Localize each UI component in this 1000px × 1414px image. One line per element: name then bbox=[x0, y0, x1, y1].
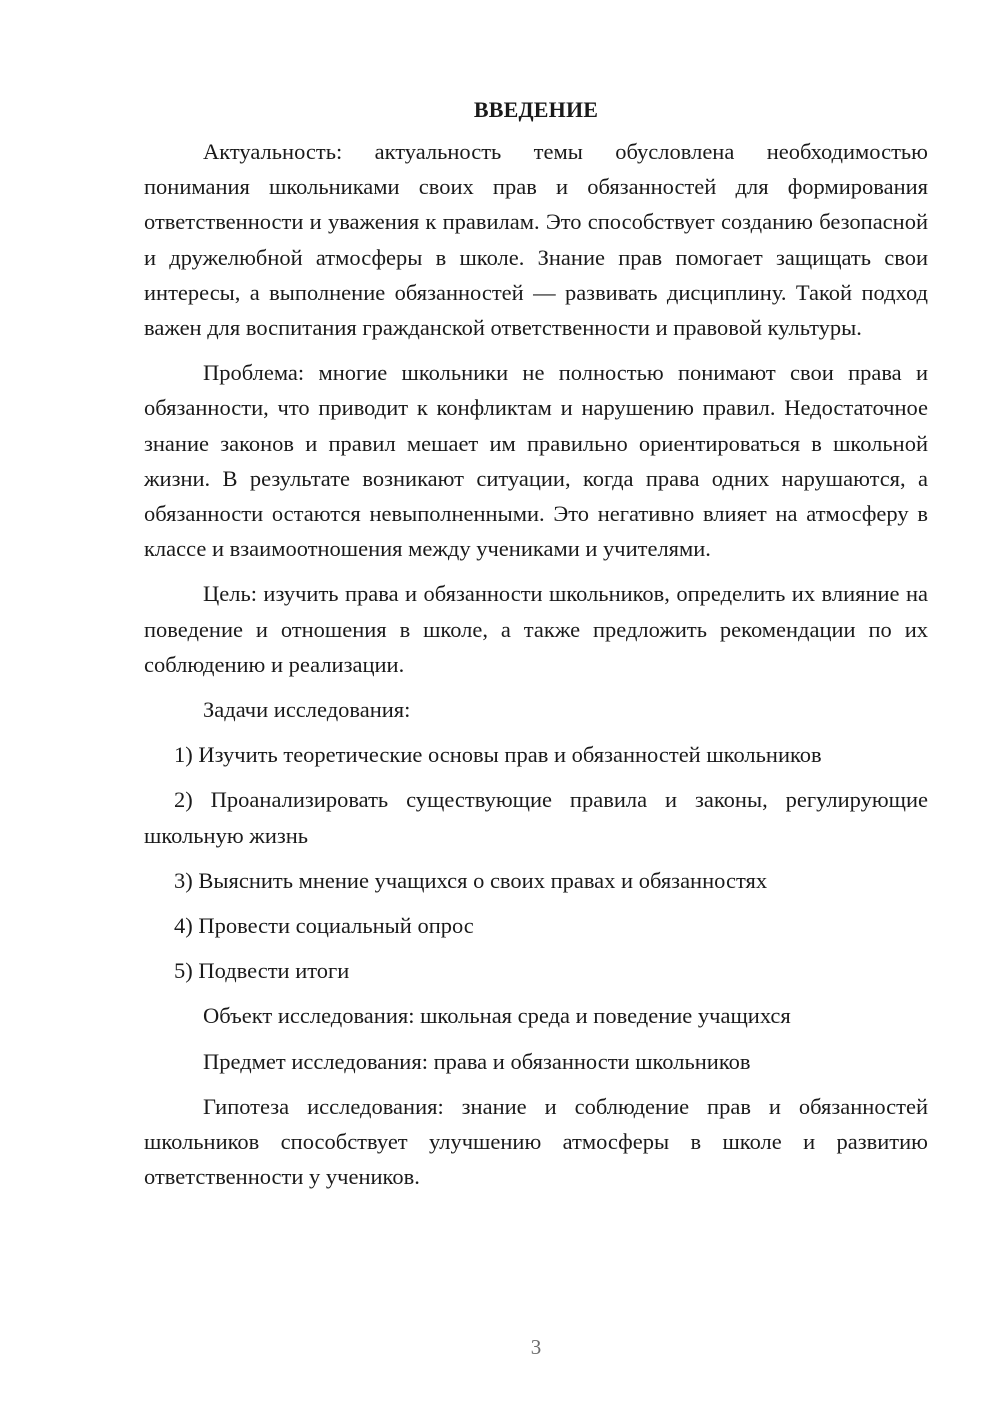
problem-paragraph: Проблема: многие школьники не полностью понимают свои права и обязанности, что приводит к конфликтам и нарушению правил. Недостаточное знание законов и правил мешает им правильно ориентироваться в школьной жизни. В результате возникают ситуации, когда права одних нарушаются, а обязанности остаются невыполненными. Это негативно влияет на атмосферу в классе и взаимоотношения между учениками и учителями. bbox=[144, 360, 928, 562]
task-item-2: 2) Проанализировать существующие правила и законы, регулирующие школьную жизнь bbox=[144, 787, 928, 848]
research-hypothesis: Гипотеза исследования: знание и соблюдение прав и обязанностей школьников способствует улучшению атмосферы в школе и развитию ответственности у учеников. bbox=[144, 1093, 928, 1190]
section-heading: ВВЕДЕНИЕ bbox=[473, 97, 599, 122]
research-subject: Предмет исследования: права и обязанности школьников bbox=[203, 1048, 751, 1074]
research-object: Объект исследования: школьная среда и поведение учащихся bbox=[203, 1003, 791, 1029]
document-body bbox=[144, 93, 928, 1194]
task-item-3: 3) Выяснить мнение учащихся о своих правах и обязанностях bbox=[174, 867, 768, 893]
task-item-5: 5) Подвести итоги bbox=[174, 958, 350, 984]
goal-paragraph: Цель: изучить права и обязанности школьников, определить их влияние на поведение и отношения в школе, а также предложить рекомендации по их соблюдению и реализации. bbox=[144, 581, 928, 677]
relevance-paragraph: Актуальность: актуальность темы обусловлена необходимостью понимания школьниками своих прав и обязанностей для формирования ответственности и уважения к правилам. Это способствует созданию безопасной и дружелюбной атмосферы в школе. Знание прав помогает защищать свои интересы, а выполнение обязанностей — развивать дисциплину. Такой подход важен для воспитания гражданской ответственности и правовой культуры. bbox=[144, 139, 928, 341]
task-item-4: 4) Провести социальный опрос bbox=[174, 913, 474, 939]
task-item-1: 1) Изучить теоретические основы прав и обязанностей школьников bbox=[174, 742, 822, 768]
page-number: 3 bbox=[530, 1335, 542, 1359]
tasks-title: Задачи исследования: bbox=[203, 697, 411, 723]
